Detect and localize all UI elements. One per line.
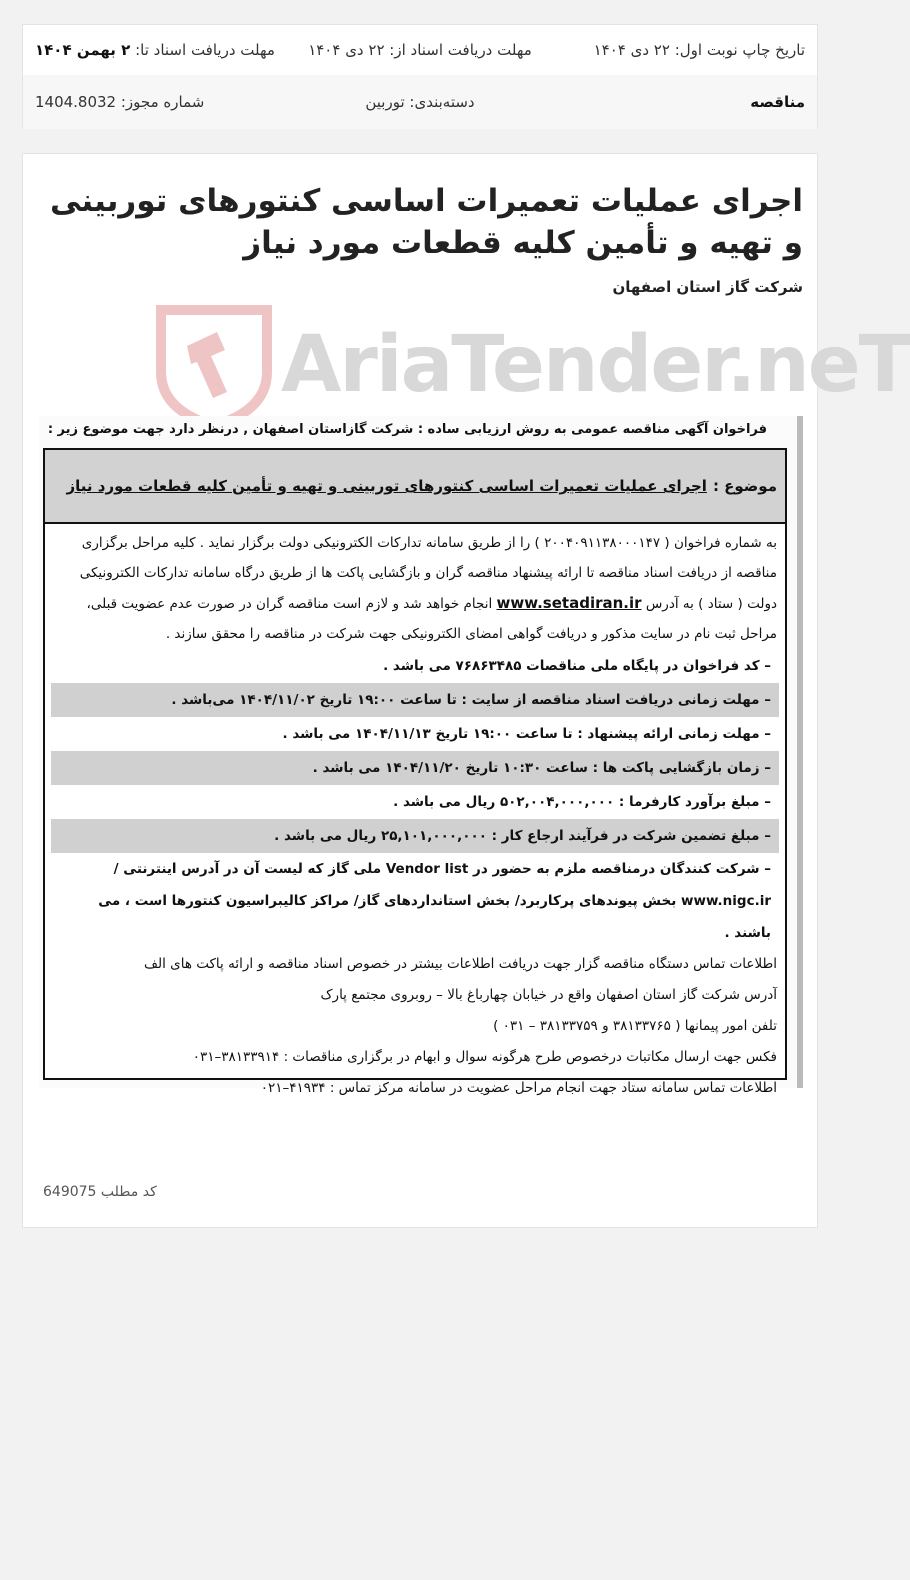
meta-row-dates [23, 25, 817, 75]
paragraph-part-2: انجام خواهد شد و لازم است مناقصه گران در صورت عدم عضویت قبلی، مراحل ثبت نام در سایت مذکور و دریافت گواهی امضای الکترونیکی جهت شرکت در مناقصه را محقق سازند . [86, 596, 777, 642]
print-date: تاریخ چاپ نوبت اول: ۲۲ دی ۱۴۰۴ [593, 41, 805, 59]
item-vendor-list: – شرکت کنندگان درمناقصه ملزم به حضور در Vendor list ملی گاز که لیست آن در آدرس اینترنتی / www.nigc.ir بخش پیوندهای پرکاربرد/ بخش استانداردهای گاز/ مراکز کالیبراسیون کنتورها است ، می باشند . [98, 861, 771, 941]
item-estimate: – مبلغ برآورد کارفرما : ۵۰۲,۰۰۴,۰۰۰,۰۰۰ ریال می باشد . [393, 794, 771, 810]
tender-category[interactable]: دسته‌بندی: توربین [365, 93, 475, 111]
paragraph-part-1: به شماره فراخوان ( ۲۰۰۴۰۹۱۱۳۸۰۰۰۱۴۷ ) را از طریق سامانه تدارکات الکترونیکی دولت برگزار نماید . کلیه مراحل برگزاری مناقصه از دریافت اسناد مناقصه تا ارائه پیشنهاد مناقصه گران و بازگشایی پاکت ها از طریق درگاه سامانه تدارکات الکترونیکی دولت ( ستاد ) به آدرس [79, 535, 777, 612]
contact-address: آدرس شرکت گاز استان اصفهان واقع در خیابان چهارباغ بالا – روبروی مجتمع پارک [320, 987, 777, 1003]
contact-setad: اطلاعات تماس سامانه ستاد جهت انجام مراحل عضویت در سامانه مرکز تماس : ۴۱۹۳۴–۰۲۱ [260, 1080, 777, 1096]
tender-meta-card [22, 24, 818, 129]
item-docs-deadline: – مهلت زمانی دریافت اسناد مناقصه از سایت : تا ساعت ۱۹:۰۰ تاریخ ۱۴۰۴/۱۱/۰۲ می‌باشد . [51, 683, 779, 717]
watermark-text: AriaTender.neT [281, 320, 910, 410]
license-number: شماره مجوز: 1404.8032 [34, 93, 205, 111]
meta-row-info [23, 75, 817, 129]
scan-edge [797, 416, 803, 1088]
tender-title: اجرای عملیات تعمیرات اساسی کنتورهای توربینی و تهیه و تأمین کلیه قطعات مورد نیاز [50, 183, 803, 261]
company-name: شرکت گاز استان اصفهان [612, 278, 803, 296]
docs-until-value: ۲ بهمن ۱۴۰۴ [34, 41, 131, 59]
contact-info: اطلاعات تماس دستگاه مناقصه گزار جهت دریافت اطلاعات بیشتر در خصوص اسناد مناقصه و ارائه پاکت های الف [144, 956, 777, 972]
item-tender-code: – کد فراخوان در پایگاه ملی مناقصات ۷۶۸۶۳۴۸۵ می باشد . [383, 658, 771, 674]
scan-box [43, 448, 787, 1096]
docs-from: مهلت دریافت اسناد از: ۲۲ دی ۱۴۰۴ [308, 41, 532, 59]
tender-detail-card [22, 153, 910, 1228]
item-bid-deadline: – مهلت زمانی ارائه پیشنهاد : تا ساعت ۱۹:۰۰ تاریخ ۱۴۰۴/۱۱/۱۳ می باشد . [282, 726, 771, 742]
watermark [151, 302, 910, 432]
subject-text: اجرای عملیات تعمیرات اساسی کنتورهای توربینی و تهیه و تأمین کلیه قطعات مورد نیاز [66, 477, 707, 495]
article-code: کد مطلب 649075 [43, 1184, 157, 1200]
item-guarantee: – مبلغ تضمین شرکت در فرآیند ارجاع کار : ۲۵,۱۰۱,۰۰۰,۰۰۰ ریال می باشد . [51, 819, 779, 853]
tender-type: مناقصه [750, 93, 805, 111]
contact-phone: تلفن امور پیمانها ( ۳۸۱۳۳۷۶۵ و ۳۸۱۳۳۷۵۹ – ۰۳۱ ) [493, 1018, 777, 1034]
item-opening-time: – زمان بازگشایی پاکت ها : ساعت ۱۰:۳۰ تاریخ ۱۴۰۴/۱۱/۲۰ می باشد . [51, 751, 779, 785]
scan-paragraph [45, 524, 785, 649]
subject-label: موضوع : [712, 477, 777, 495]
docs-until [35, 41, 292, 59]
watermark-logo-icon [151, 302, 277, 430]
scan-subject [45, 450, 785, 524]
setadiran-link: www.setadiran.ir [496, 594, 642, 612]
docs-until-label: مهلت دریافت اسناد تا: [135, 41, 275, 59]
scan-intro: فراخوان آگهی مناقصه عمومی به روش ارزیابی ساده : شرکت گازاستان اصفهان , درنظر دارد جهت موضوع زیر : [47, 422, 767, 437]
contact-fax: فکس جهت ارسال مکاتبات درخصوص طرح هرگونه سوال و ابهام در برگزاری مناقصات : ۳۸۱۳۳۹۱۴–۰۳۱ [192, 1049, 777, 1065]
tender-scan-image [39, 416, 803, 1096]
